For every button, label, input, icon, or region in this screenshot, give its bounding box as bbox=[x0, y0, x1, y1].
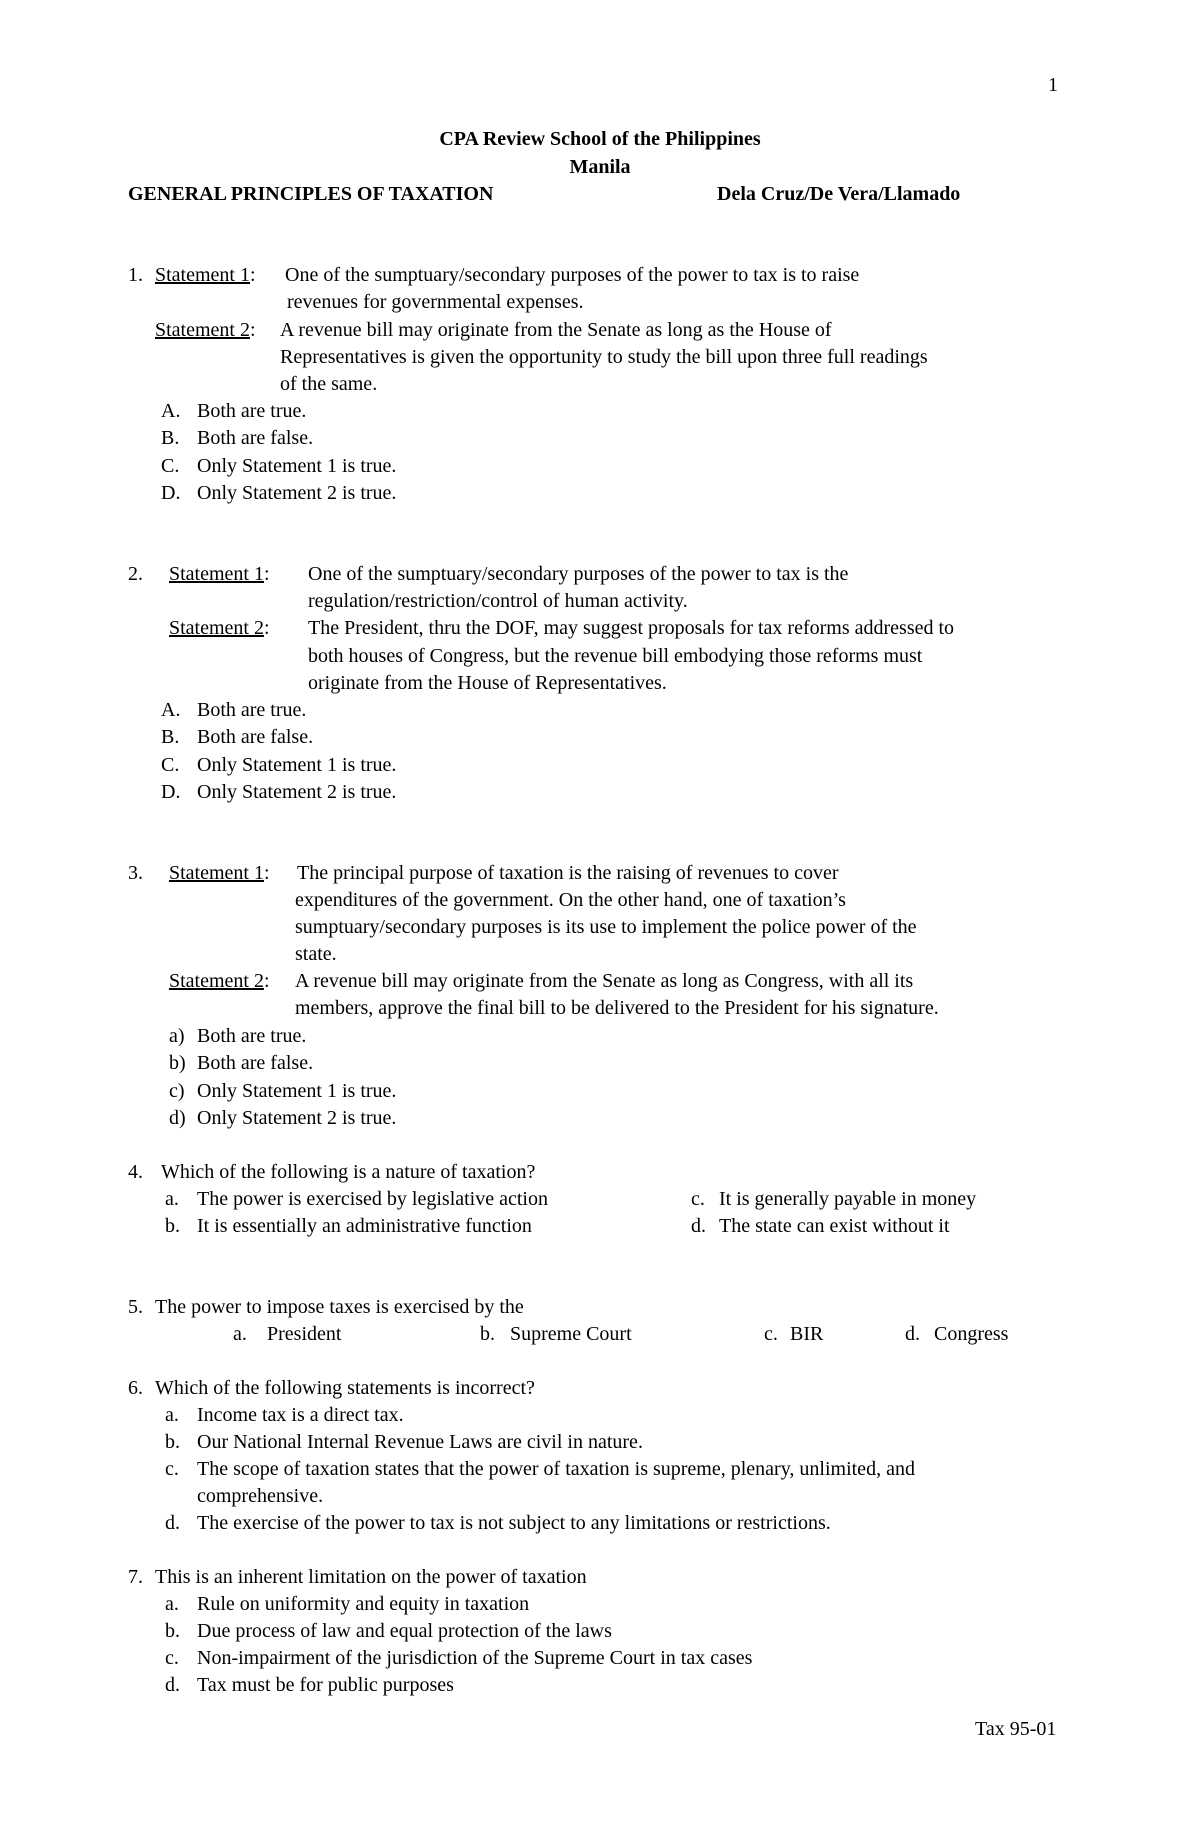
choice-letter: c. bbox=[165, 1458, 179, 1480]
choice-text: Only Statement 1 is true. bbox=[197, 754, 397, 776]
choice-letter: C. bbox=[161, 455, 180, 477]
statement-text: revenues for governmental expenses. bbox=[287, 291, 584, 313]
statement-text: of the same. bbox=[280, 373, 378, 395]
statement-text: One of the sumptuary/secondary purposes of the power to tax is the bbox=[308, 563, 849, 585]
statement-text: Representatives is given the opportunity to study the bill upon three full readings bbox=[280, 346, 928, 368]
choice-letter: a) bbox=[169, 1025, 185, 1047]
statement-text: expenditures of the government. On the other hand, one of taxation’s bbox=[295, 889, 846, 911]
question-number: 7. bbox=[128, 1566, 143, 1588]
choice-text: Rule on uniformity and equity in taxation bbox=[197, 1593, 530, 1615]
question-number: 5. bbox=[128, 1296, 143, 1318]
question-number: 6. bbox=[128, 1377, 143, 1399]
choice-text: Both are true. bbox=[197, 1025, 307, 1047]
choice-text: Our National Internal Revenue Laws are civil in nature. bbox=[197, 1431, 643, 1453]
question-text: This is an inherent limitation on the power of taxation bbox=[155, 1566, 587, 1588]
choice-text: Only Statement 2 is true. bbox=[197, 482, 397, 504]
statement-text: regulation/restriction/control of human activity. bbox=[308, 590, 688, 612]
statement-text: sumptuary/secondary purposes is its use to implement the police power of the bbox=[295, 916, 917, 938]
choice-letter: A. bbox=[161, 699, 181, 721]
choice-letter: d. bbox=[905, 1323, 920, 1345]
choice-letter: b. bbox=[165, 1215, 180, 1237]
choice-text: Only Statement 2 is true. bbox=[197, 781, 397, 803]
question-text: The power to impose taxes is exercised by the bbox=[155, 1296, 524, 1318]
choice-text: The power is exercised by legislative action bbox=[197, 1188, 548, 1210]
city: Manila bbox=[569, 156, 631, 178]
question-number: 1. bbox=[128, 264, 143, 286]
statement-text: originate from the House of Representatives. bbox=[308, 672, 667, 694]
statement-text: both houses of Congress, but the revenue bill embodying those reforms must bbox=[308, 645, 923, 667]
choice-text: BIR bbox=[790, 1323, 824, 1345]
choice-letter: B. bbox=[161, 726, 180, 748]
choice-text: Only Statement 1 is true. bbox=[197, 1080, 397, 1102]
choice-letter: a. bbox=[165, 1404, 179, 1426]
statement-text: A revenue bill may originate from the Senate as long as Congress, with all its bbox=[295, 970, 914, 992]
statement-2-label: Statement 2: bbox=[155, 319, 256, 341]
choice-text: Both are false. bbox=[197, 1052, 314, 1074]
choice-letter: C. bbox=[161, 754, 180, 776]
choice-letter: b. bbox=[165, 1620, 180, 1642]
question-text: Which of the following is a nature of taxation? bbox=[161, 1161, 536, 1183]
choice-letter: a. bbox=[165, 1593, 179, 1615]
choice-letter: d. bbox=[691, 1215, 706, 1237]
choice-letter: c. bbox=[691, 1188, 705, 1210]
choice-letter: D. bbox=[161, 482, 181, 504]
choice-text: Income tax is a direct tax. bbox=[197, 1404, 404, 1426]
choice-text: Tax must be for public purposes bbox=[197, 1674, 454, 1696]
choice-text: Congress bbox=[934, 1323, 1009, 1345]
choice-letter: d. bbox=[165, 1512, 180, 1534]
choice-letter: c. bbox=[165, 1647, 179, 1669]
choice-text: Only Statement 2 is true. bbox=[197, 1107, 397, 1129]
question-number: 3. bbox=[128, 862, 143, 884]
statement-text: members, approve the final bill to be delivered to the President for his signature. bbox=[295, 997, 939, 1019]
choice-letter: b. bbox=[480, 1323, 495, 1345]
choice-text: Both are true. bbox=[197, 400, 307, 422]
statement-text: The President, thru the DOF, may suggest proposals for tax reforms addressed to bbox=[308, 617, 955, 639]
question-number: 4. bbox=[128, 1161, 143, 1183]
statement-1-label: Statement 1: bbox=[169, 862, 270, 884]
choice-text: Supreme Court bbox=[510, 1323, 632, 1345]
choice-letter: c) bbox=[169, 1080, 185, 1102]
school-name: CPA Review School of the Philippines bbox=[439, 128, 761, 150]
choice-text: Both are false. bbox=[197, 427, 314, 449]
question-number: 2. bbox=[128, 563, 143, 585]
statement-1-label: Statement 1: bbox=[155, 264, 256, 286]
choice-text: The scope of taxation states that the power of taxation is supreme, plenary, unlimited, and bbox=[197, 1458, 915, 1480]
choice-letter: c. bbox=[764, 1323, 778, 1345]
statement-text: One of the sumptuary/secondary purposes of the power to tax is to raise bbox=[285, 264, 860, 286]
statement-2-label: Statement 2: bbox=[169, 970, 270, 992]
choice-letter: b. bbox=[165, 1431, 180, 1453]
choice-letter: a. bbox=[233, 1323, 247, 1345]
choice-letter: A. bbox=[161, 400, 181, 422]
choice-text: Only Statement 1 is true. bbox=[197, 455, 397, 477]
choice-text: The exercise of the power to tax is not subject to any limitations or restrictions. bbox=[197, 1512, 831, 1534]
statement-text: state. bbox=[295, 943, 337, 965]
choice-text: Non-impairment of the jurisdiction of the Supreme Court in tax cases bbox=[197, 1647, 753, 1669]
choice-text-continued: comprehensive. bbox=[197, 1485, 324, 1507]
question-text: Which of the following statements is incorrect? bbox=[155, 1377, 535, 1399]
choice-letter: d) bbox=[169, 1107, 186, 1129]
page-number: 1 bbox=[1048, 74, 1058, 96]
choice-letter: B. bbox=[161, 427, 180, 449]
choice-letter: D. bbox=[161, 781, 181, 803]
footer-code: Tax 95-01 bbox=[975, 1718, 1057, 1740]
statement-2-label: Statement 2: bbox=[169, 617, 270, 639]
choice-letter: d. bbox=[165, 1674, 180, 1696]
choice-text: Due process of law and equal protection of the laws bbox=[197, 1620, 612, 1642]
choice-text: Both are true. bbox=[197, 699, 307, 721]
choice-text: It is essentially an administrative function bbox=[197, 1215, 532, 1237]
choice-letter: b) bbox=[169, 1052, 186, 1074]
choice-text: It is generally payable in money bbox=[719, 1188, 977, 1210]
choice-letter: a. bbox=[165, 1188, 179, 1210]
statement-text: The principal purpose of taxation is the raising of revenues to cover bbox=[297, 862, 839, 884]
statement-1-label: Statement 1: bbox=[169, 563, 270, 585]
subject-title: GENERAL PRINCIPLES OF TAXATION bbox=[128, 183, 494, 205]
choice-text: Both are false. bbox=[197, 726, 314, 748]
statement-text: A revenue bill may originate from the Senate as long as the House of bbox=[280, 319, 832, 341]
authors: Dela Cruz/De Vera/Llamado bbox=[717, 183, 961, 205]
choice-text: President bbox=[267, 1323, 342, 1345]
choice-text: The state can exist without it bbox=[719, 1215, 950, 1237]
